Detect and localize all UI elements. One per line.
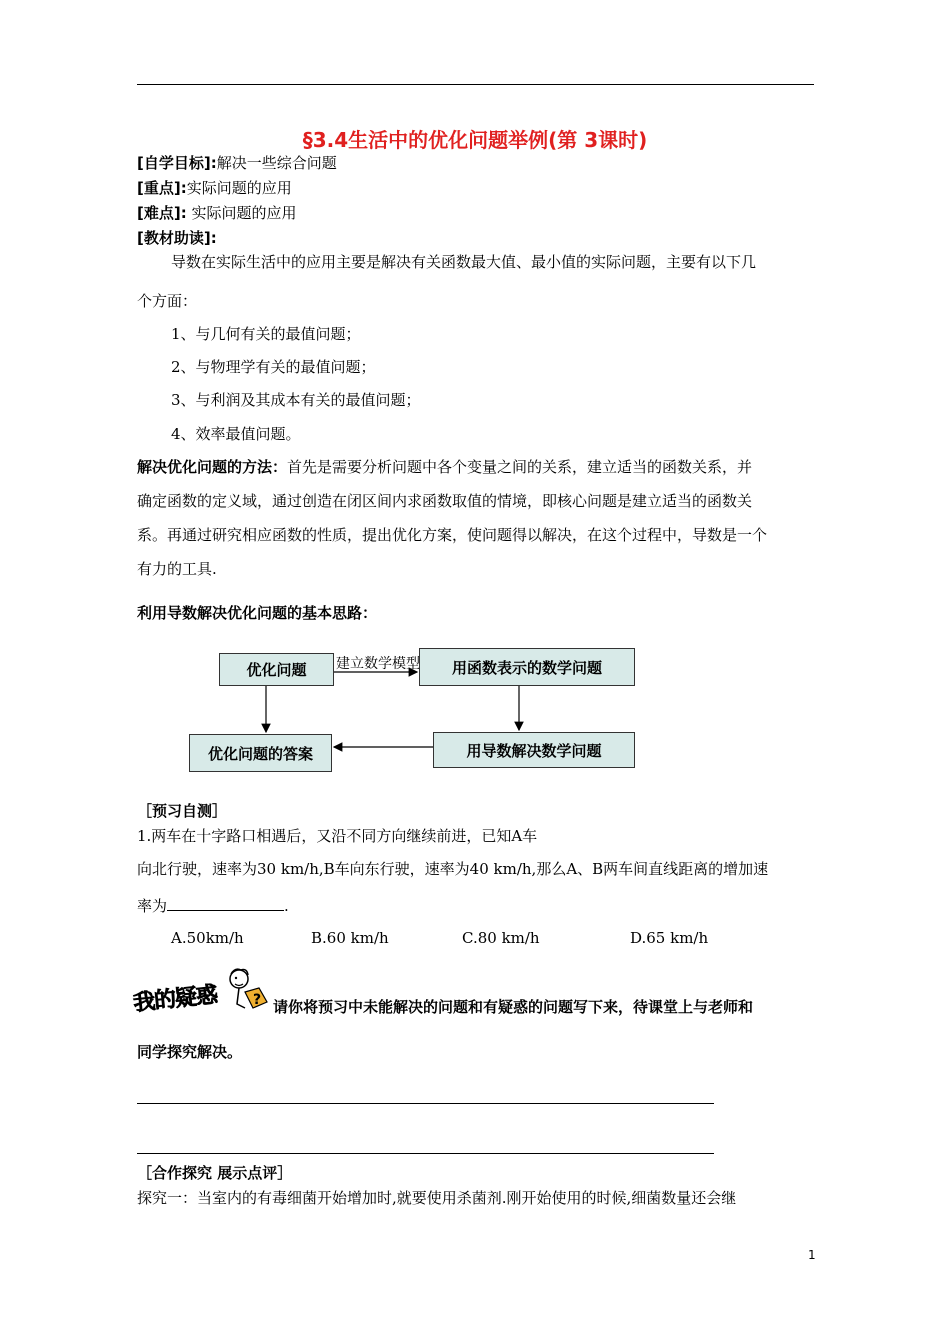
- method-label: 解决优化问题的方法：: [137, 458, 288, 476]
- list-item: 4、效率最值问题。: [171, 425, 301, 443]
- doubt-line-1: 请你将预习中未能解决的问题和有疑惑的问题写下来，待课堂上与老师和: [273, 998, 754, 1016]
- reading-label: [教材助读]:: [137, 229, 217, 247]
- doubt-logo: [133, 966, 273, 1016]
- intro-line-2: 个方面：: [137, 292, 198, 310]
- answer-blank[interactable]: [167, 896, 284, 911]
- method-line: 确定函数的定义域，通过创造在闭区间内求函数取值的情境，即核心问题是建立适当的函数关: [137, 492, 753, 510]
- intro-line-1: 导数在实际生活中的应用主要是解决有关函数最大值、最小值的实际问题，主要有以下几: [171, 253, 757, 271]
- explore-1: 探究一：当室内的有毒细菌开始增加时,就要使用杀菌剂.刚开始使用的时候,细菌数量还会继: [137, 1189, 737, 1207]
- writing-line[interactable]: [137, 1153, 714, 1154]
- question-1-line-2: 向北行驶，速率为30 km/h,B车向东行驶，速率为40 km/h,那么A、B两车间直线距离的增加速: [137, 860, 769, 878]
- list-item: 2、与物理学有关的最值问题；: [171, 358, 376, 376]
- option-c[interactable]: C.80 km/h: [462, 929, 540, 947]
- flow-box-math-problem: 用函数表示的数学问题: [419, 648, 635, 686]
- page-number: 1: [808, 1248, 816, 1262]
- writing-line[interactable]: [137, 1103, 714, 1104]
- method-line: 首先是需要分析问题中各个变量之间的关系，建立适当的函数关系，并: [287, 458, 753, 476]
- objective-text: 解决一些综合问题: [216, 154, 337, 172]
- flow-box-derivative: 用导数解决数学问题: [433, 732, 635, 768]
- flow-box-answer: 优化问题的答案: [189, 734, 332, 772]
- flow-box-problem: 优化问题: [219, 653, 334, 686]
- list-item: 3、与利润及其成本有关的最值问题；: [171, 391, 421, 409]
- coop-heading: ［合作探究 展示点评］: [137, 1164, 293, 1182]
- thinking-figure-icon: [225, 966, 271, 1014]
- list-item: 1、与几何有关的最值问题；: [171, 325, 361, 343]
- flow-heading: 利用导数解决优化问题的基本思路：: [137, 604, 378, 622]
- method-line: 系。再通过研究相应函数的性质，提出优化方案，使问题得以解决，在这个过程中，导数是一个: [137, 526, 768, 544]
- svg-text:?: ?: [253, 992, 262, 1008]
- key-point-label: [重点]:: [137, 179, 187, 197]
- doubt-line-2: 同学探究解决。: [137, 1043, 243, 1061]
- difficulty-label: [难点]:: [137, 204, 187, 222]
- key-point-text: 实际问题的应用: [186, 179, 292, 197]
- method-line: 有力的工具.: [137, 560, 217, 578]
- question-1-suffix: .: [284, 897, 289, 915]
- question-1-prefix: 率为: [137, 897, 168, 915]
- doubt-logo-text: 我的疑惑: [132, 982, 219, 1017]
- option-d[interactable]: D.65 km/h: [630, 929, 709, 947]
- preview-heading: ［预习自测］: [137, 802, 228, 820]
- page-title: §3.4生活中的优化问题举例(第 3课时): [302, 128, 648, 152]
- difficulty-text: 实际问题的应用: [186, 204, 297, 222]
- question-1-line-1: 1.两车在十字路口相遇后，又沿不同方向继续前进，已知A车: [137, 827, 538, 845]
- objective-label: [自学目标]:: [137, 154, 217, 172]
- question-1-line-3: [137, 895, 289, 916]
- option-a[interactable]: A.50km/h: [171, 929, 244, 947]
- option-b[interactable]: B.60 km/h: [311, 929, 389, 947]
- flow-arrow-label: 建立数学模型: [336, 656, 420, 672]
